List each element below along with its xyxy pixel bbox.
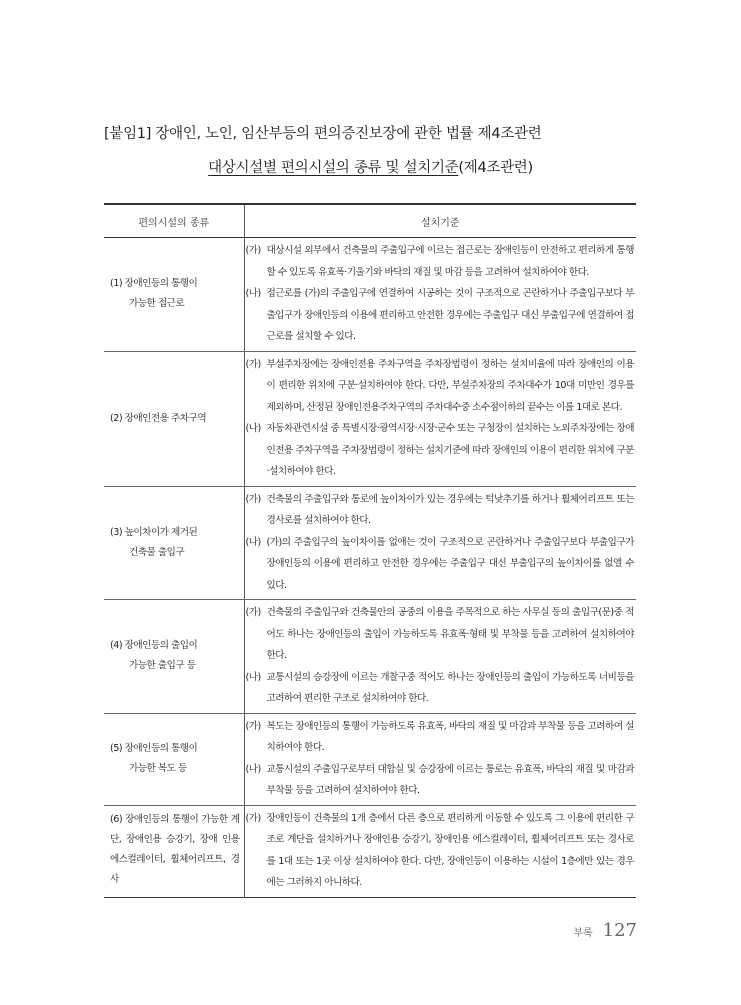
column-header-standard: 설치기준 [244, 204, 636, 238]
facility-type-line: (6) 장애인등의 통행이 가능한 계단, 장애인용 승강기, 장애 인용 에스컬레이터, 휠체어리프트, 경사 [110, 813, 240, 885]
item-label: (나) [245, 763, 261, 775]
facility-type-line: 가능한 출입구 등 [129, 660, 196, 672]
facility-type-cell [104, 486, 244, 600]
facility-type-cell [104, 713, 244, 805]
facility-type-line: 가능한 복도 등 [129, 763, 187, 774]
standard-item [246, 808, 637, 894]
table-row [104, 600, 636, 714]
facility-standards-table [104, 203, 636, 898]
facility-type-line: (3) 높이차이가 제거된 [110, 526, 198, 538]
item-label: (가) [245, 245, 261, 256]
facility-type-line: (1) 장애인등의 통행이 [110, 278, 198, 290]
table-row [104, 486, 636, 600]
item-text: 건축물의 주출입구와 통로에 높이차이가 있는 경우에는 턱낮추기를 하거나 휠체어리프트 또는 경사로를 설치하여야 한다. [266, 493, 634, 526]
item-text: 교통시설의 승강장에 이르는 개찰구중 적어도 하나는 장애인등의 출입이 가능하도록 너비등을 고려하여 편리한 구조로 설치하여야 한다. [266, 671, 634, 704]
standard-cell [244, 351, 636, 486]
facility-type-cell [104, 351, 244, 486]
standard-cell [244, 486, 636, 600]
standard-item [246, 602, 637, 667]
standard-item [246, 354, 637, 419]
facility-type-line: (2) 장애인전용 주차구역 [110, 412, 207, 424]
table-title-underlined: 대상시설별 편의시설의 종류 및 설치기준 [208, 160, 459, 176]
item-text: 건축물의 주출입구와 건축물안의 공중의 이용을 주목적으로 하는 사무실 등의 출입구(문)중 적어도 하나는 장애인등의 출입이 가능하도록 유효폭·형태 및 부착물 등을 고려하여 설치하여야 한다. [266, 607, 634, 661]
facility-type-cell [104, 600, 244, 714]
facility-type-cell [104, 805, 244, 897]
facility-type-line: (5) 장애인등의 통행이 [110, 743, 198, 754]
item-text: 장애인등이 건축물의 1개 층에서 다른 층으로 편리하게 이동할 수 있도록 그 이용에 편리한 구조로 계단을 설치하거나 장애인용 승강기, 장애인용 에스컬레이터, 휠체어리프트 또는 경사로를 1대 또는 1곳 이상 설치하여야 한다. 다만, 장애인등이 이용하는 시설이 1층에만 있는 경우에는 그러하지 아니하다. [266, 812, 634, 888]
item-label: (가) [245, 812, 261, 824]
standard-cell [244, 805, 636, 897]
standard-item [246, 418, 637, 483]
standard-item [246, 716, 637, 759]
item-label: (나) [245, 671, 261, 683]
facility-type-line: 가능한 접근로 [129, 298, 185, 310]
standard-cell [244, 238, 636, 352]
standard-cell [244, 713, 636, 805]
item-text: (가)의 주출입구의 높이차이를 없애는 것이 구조적으로 곤란하거나 주출입구보다 부출입구가 장애인등의 이용에 편리하고 안전한 경우에는 주출입구 대신 부출입구의 높이차이를 없앨 수 있다. [266, 536, 634, 591]
item-text: 복도는 장애인등의 통행이 가능하도록 유효폭, 바닥의 재질 및 마감과 부착물 등을 고려하여 설치하여야 한다. [266, 720, 634, 753]
table-title-suffix: (제4조관련) [458, 160, 533, 176]
table-row [104, 238, 636, 352]
item-text: 자동차관련시설 중 특별시장·광역시장·시장·군수 또는 구청장이 설치하는 노외주차장에는 장애인전용 주차구역을 주차장법령이 정하는 설치기준에 따라 장애인의 이용이 편리한 위치에 구분·설치하여야 한다. [266, 423, 634, 477]
footer-section-label: 부록 [573, 928, 593, 939]
standard-item [246, 759, 637, 802]
facility-type-line: (4) 장애인등의 출입이 [110, 640, 198, 652]
standard-item [246, 667, 637, 710]
page-heading: [붙임1] 장애인, 노인, 임산부등의 편의증진보장에 관한 법률 제4조관련 [104, 126, 542, 142]
item-label: (나) [245, 536, 261, 548]
item-text: 부설주차장에는 장애인전용 주차구역을 주차장법령이 정하는 설치비율에 따라 장애인의 이용이 편리한 위치에 구분·설치하여야 한다. 다만, 부설주차장의 주차대수가 10대 미만인 경우를 제외하며, 산정된 장애인전용주차구역의 주차대수중 소수점이하의 끝수는 이를 1대로 본다. [266, 358, 634, 413]
page-footer [573, 920, 637, 941]
table-header-row [104, 204, 636, 238]
standard-item [246, 489, 637, 532]
item-label: (가) [245, 720, 261, 732]
item-label: (나) [245, 423, 261, 434]
standard-item [246, 283, 637, 348]
table-title [0, 156, 741, 177]
item-text: 교통시설의 주출입구로부터 대합실 및 승강장에 이르는 통로는 유효폭, 바닥의 재질 및 마감과 부착물 등을 고려하여 설치하여야 한다. [266, 763, 634, 796]
standard-item [246, 240, 637, 283]
facility-type-line: 건축물 출입구 [129, 546, 185, 558]
standard-cell [244, 600, 636, 714]
item-label: (가) [245, 358, 261, 370]
item-label: (가) [245, 607, 261, 618]
table-row [104, 351, 636, 486]
item-label: (나) [245, 288, 261, 299]
item-text: 대상시설 외부에서 건축물의 주출입구에 이르는 접근로는 장애인등이 안전하고 편리하게 통행할 수 있도록 유효폭·기울기와 바닥의 재질 및 마감 등을 고려하여 설치하여야 한다. [266, 245, 634, 278]
item-label: (가) [245, 493, 261, 505]
item-text: 접근로를 (가)의 주출입구에 연결하여 시공하는 것이 구조적으로 곤란하거나 주출입구보다 부출입구가 장애인등의 이용에 편리하고 안전한 경우에는 주출입구 대신 부출입구에 연결하여 접근로를 설치할 수 있다. [266, 288, 634, 342]
table-row [104, 805, 636, 897]
page-number: 127 [602, 920, 637, 941]
standard-item [246, 532, 637, 597]
table-row [104, 713, 636, 805]
facility-type-cell [104, 238, 244, 352]
column-header-type: 편의시설의 종류 [104, 204, 244, 238]
